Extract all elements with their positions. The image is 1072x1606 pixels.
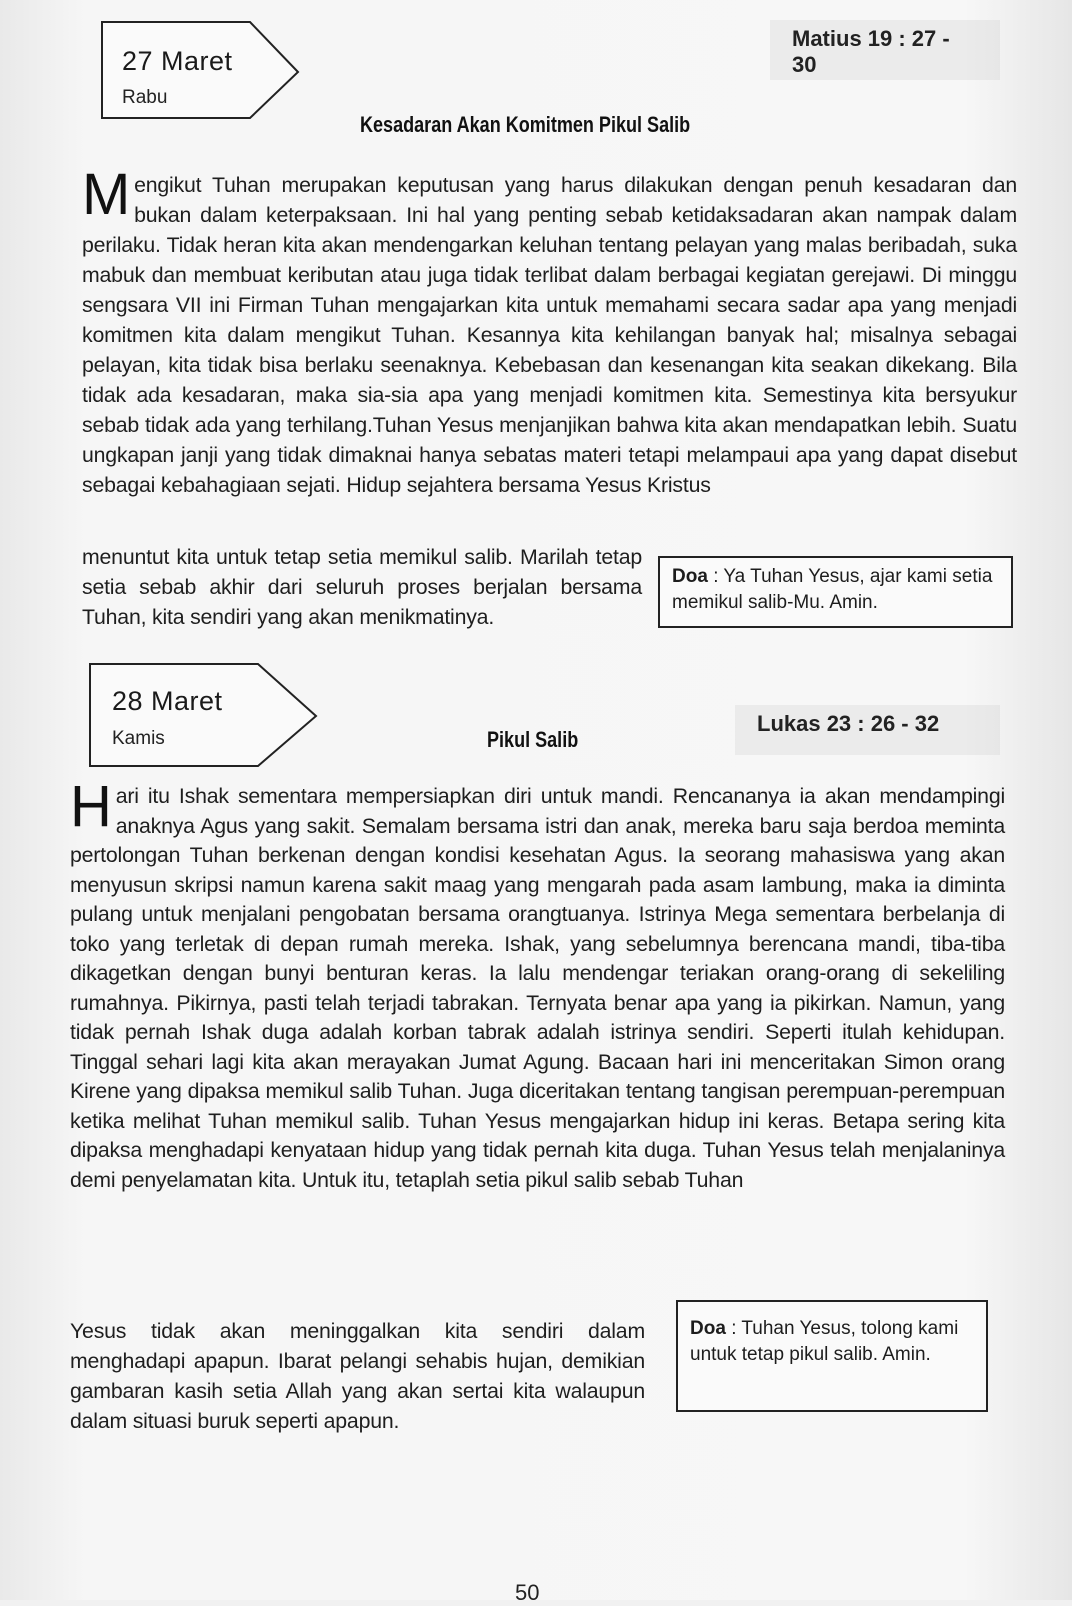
date-weekday: Kamis (112, 728, 165, 749)
prayer-text: : Ya Tuhan Yesus, ajar kami setia memikul salib-Mu. Amin. (672, 566, 993, 613)
date-day: 27 Maret (122, 46, 233, 76)
prayer-label: Doa (672, 566, 708, 587)
entry-body (82, 162, 1017, 500)
prayer-box (658, 556, 1013, 628)
prayer-label: Doa (690, 1318, 726, 1339)
entry-body-tail: Yesus tidak akan meninggalkan kita sendiri dalam menghadapi apapun. Ibarat pelangi sehabis hujan, demikian gambaran kasih setia Allah yang akan sertai kita walaupun dalam situasi buruk seperti apapun. (70, 1319, 645, 1433)
body-paragraph: engikut Tuhan merupakan keputusan yang harus dilakukan dengan penuh kesadaran dan bukan dalam keterpaksaan. Ini hal yang penting sebab ketidaksadaran akan nampak dalam perilaku. Tidak heran kita akan mendengarkan keluhan tentang pelayan yang malas beribadah, suka mabuk dan membuat keributan atau juga tidak terlibat dalam berbagai kegiatan gerejawi. Di minggu sengsara VII ini Firman Tuhan mengajarkan kita untuk memahami secara sadar apa yang menjadi komitmen kita dalam mengikut Tuhan. Kesannya kita kehilangan banyak hal; misalnya sebagai pelayan, kita tidak bisa berlaku seenaknya. Kebebasan dan kesenangan kita seakan dikekang. Bila tidak ada kesadaran, maka sia-sia apa yang menjadi komitmen kita. Semestinya kita bersyukur sebab tidak ada yang terhilang.Tuhan Yesus menjanjikan bahwa kita akan mendapatkan lebih. Suatu ungkapan janji yang tidak dimaknai hanya sebatas materi tetapi melampaui apa yang dapat disebut sebagai kebahagiaan sejati. Hidup sejahtera bersama Yesus Kristus (82, 173, 1017, 497)
verse-reference: Lukas 23 : 26 - 32 (735, 705, 1000, 755)
body-paragraph: ari itu Ishak sementara mempersiapkan diri untuk mandi. Rencananya ia akan mendampingi anaknya Agus yang sakit. Semalam bersama istri dan anak, mereka baru saja berdoa meminta pertolongan Tuhan berkenan dengan kondisi kesehatan Agus. Ia seorang mahasiswa yang akan menyusun skripsi namun karena sakit maag yang mengarah pada asam lambung, maka ia diminta pulang untuk menjalani pengobatan bersama orangtuanya. Istrinya Mega sementara berbelanja di toko yang terletak di depan rumah mereka. Ishak, yang sebelumnya berencana mandi, tiba-tiba dikagetkan dengan bunyi benturan keras. Ia lalu mendengar teriakan orang-orang di sekeliling rumahnya. Pikirnya, pasti telah terjadi tabrakan. Ternyata benar apa yang ia pikirkan. Namun, yang tidak pernah Ishak duga adalah korban tabrak adalah istrinya sendiri. Seperti itulah kehidupan. Tinggal sehari lagi kita akan merayakan Jumat Agung. Bacaan hari ini menceritakan Simon orang Kirene yang dipaksa memikul salib Tuhan. Juga diceritakan tentang tangisan perempuan-perempuan ketika melihat Tuhan memikul salib. Tuhan Yesus mengajarkan hidup ini keras. Betapa sering kita dipaksa menghadapi kenyataan hidup yang tidak pernah kita duga. Tuhan Yesus telah menjalaninya demi penyelamatan kita. Untuk itu, tetaplah setia pikul salib sebab Tuhan (70, 784, 1005, 1192)
drop-cap: H (70, 774, 112, 839)
date-tag (100, 20, 305, 120)
drop-cap: M (82, 162, 131, 227)
entry-body (70, 774, 1005, 1195)
verse-reference: Matius 19 : 27 - 30 (770, 20, 1000, 80)
entry-title: Pikul Salib (487, 727, 579, 752)
date-weekday: Rabu (122, 87, 168, 108)
prayer-box (676, 1300, 988, 1412)
date-day: 28 Maret (112, 686, 223, 716)
prayer-text: : Tuhan Yesus, tolong kami untuk tetap pikul salib. Amin. (690, 1318, 959, 1365)
entry-body-tail: menuntut kita untuk tetap setia memikul salib. Marilah tetap setia sebab akhir dari seluruh proses berjalan bersama Tuhan, kita sendiri yang akan menikmatinya. (82, 545, 642, 629)
entry-title: Kesadaran Akan Komitmen Pikul Salib (360, 112, 691, 137)
date-tag (88, 662, 320, 768)
page-number: 50 (515, 1580, 540, 1605)
